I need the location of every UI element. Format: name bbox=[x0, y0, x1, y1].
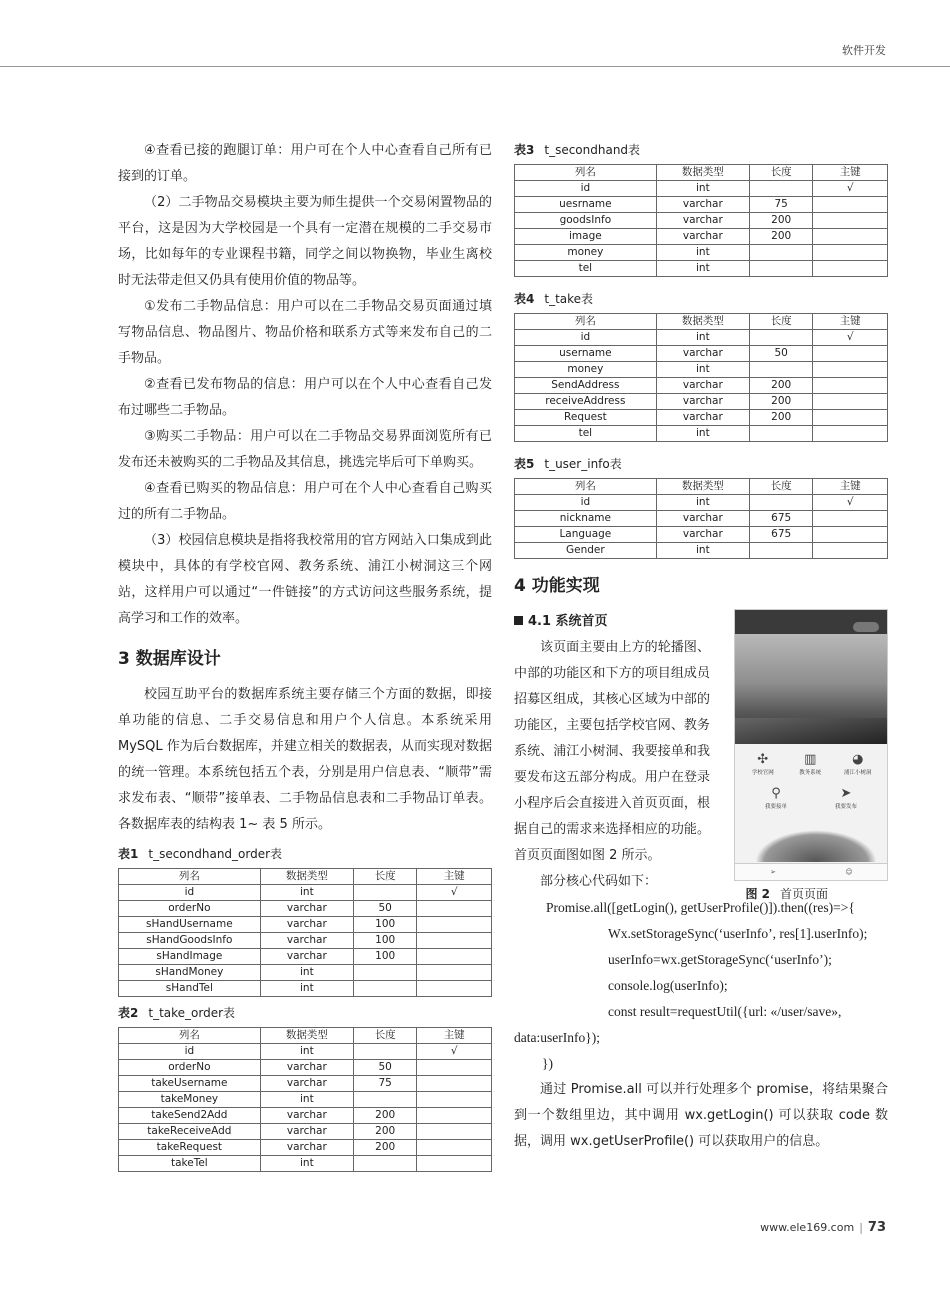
table-row bbox=[515, 394, 888, 410]
table-row bbox=[515, 362, 888, 378]
table-caption: 表2 t_take_order表 bbox=[118, 1006, 236, 1020]
table-cell: int bbox=[656, 245, 749, 261]
table-cell bbox=[813, 245, 888, 261]
code-line: const result=requestUtil({url: «/user/save», bbox=[608, 1004, 842, 1019]
table-cell: int bbox=[656, 495, 749, 511]
table-cell bbox=[749, 426, 812, 442]
table-cell: id bbox=[119, 885, 261, 901]
table-cell bbox=[353, 1156, 416, 1172]
table-row bbox=[119, 901, 492, 917]
table-cell: 100 bbox=[353, 933, 416, 949]
code-line: Wx.setStorageSync(‘userInfo’, res[1].userInfo); bbox=[608, 926, 868, 941]
table-cell bbox=[813, 197, 888, 213]
table-cell bbox=[813, 229, 888, 245]
recruit-banner-image bbox=[755, 830, 877, 862]
paragraph: ③购买二手物品：用户可以在二手物品交易界面浏览所有已发布还未被购买的二手物品及其信息，挑选完毕后可下单购买。 bbox=[118, 429, 492, 470]
column-header: 数据类型 bbox=[656, 479, 749, 495]
paragraph: ①发布二手物品信息：用户可以在二手物品交易页面通过填写物品信息、物品图片、物品价格和联系方式等来发布自己的二手物品。 bbox=[118, 299, 492, 366]
paragraph: 该页面主要由上方的轮播图、中部的功能区和下方的项目组成员招募区组成，其核心区域为中部的功能区，主要包括学校官网、教务系统、浦江小树洞、我要接单和我要发布这五部分构成。用户在登录小程序后会直接进入首页页面，根据自己的需求来选择相应的功能。首页页面图如图 2 所示。 bbox=[514, 640, 710, 863]
table-cell bbox=[417, 1140, 492, 1156]
table-cell bbox=[417, 1076, 492, 1092]
table-row bbox=[515, 346, 888, 362]
table-cell: int bbox=[260, 1044, 353, 1060]
column-header: 主键 bbox=[813, 479, 888, 495]
function-item: ⚲ 我要接单 bbox=[741, 786, 811, 810]
table-cell: 100 bbox=[353, 917, 416, 933]
table-cell: uesrname bbox=[515, 197, 657, 213]
code-line: Promise.all([getLogin(), getUserProfile()]).then((res)=>{ bbox=[546, 900, 855, 915]
header-rule bbox=[0, 66, 950, 67]
table-cell: 200 bbox=[749, 394, 812, 410]
table-row bbox=[515, 245, 888, 261]
table-row bbox=[119, 885, 492, 901]
table-cell: varchar bbox=[656, 527, 749, 543]
table-cell bbox=[417, 933, 492, 949]
table-cell: money bbox=[515, 245, 657, 261]
table-header-row bbox=[119, 1028, 492, 1044]
table-header-row bbox=[515, 314, 888, 330]
table-cell: sHandMoney bbox=[119, 965, 261, 981]
table-cell: orderNo bbox=[119, 901, 261, 917]
column-header: 长度 bbox=[353, 869, 416, 885]
page-number: 73 bbox=[867, 1220, 886, 1235]
home-tab-icon: ➢ bbox=[770, 868, 776, 876]
data-table bbox=[514, 313, 888, 442]
code-line: }) bbox=[542, 1056, 553, 1071]
table-cell bbox=[813, 261, 888, 277]
table-row bbox=[119, 1108, 492, 1124]
paragraph: 通过 Promise.all 可以并行处理多个 promise，将结果聚合到一个数组里边，其中调用 wx.getLogin() 可以获取 code 数据，调用 wx.getUserProfile() 可以获取用户的信息。 bbox=[514, 1082, 888, 1149]
column-header: 主键 bbox=[813, 165, 888, 181]
left-column bbox=[118, 138, 492, 1172]
section-title: 4 功能实现 bbox=[514, 576, 600, 596]
table-cell: 200 bbox=[749, 378, 812, 394]
table-cell bbox=[417, 1124, 492, 1140]
paragraph: ④查看已购买的物品信息：用户可在个人中心查看自己购买过的所有二手物品。 bbox=[118, 481, 492, 522]
table-row bbox=[515, 527, 888, 543]
table-cell bbox=[417, 1092, 492, 1108]
page-footer: www.ele169.com | 73 bbox=[760, 1220, 886, 1235]
column-header: 列名 bbox=[515, 314, 657, 330]
table-row bbox=[119, 1124, 492, 1140]
column-header: 长度 bbox=[353, 1028, 416, 1044]
data-table bbox=[514, 164, 888, 277]
table-cell: Gender bbox=[515, 543, 657, 559]
table-cell bbox=[749, 543, 812, 559]
table-cell: varchar bbox=[656, 378, 749, 394]
table-cell: √ bbox=[813, 495, 888, 511]
table-row bbox=[515, 378, 888, 394]
table-cell: nickname bbox=[515, 511, 657, 527]
subsection-title: 4.1 系统首页 bbox=[514, 609, 710, 635]
table-cell bbox=[417, 1156, 492, 1172]
table-row bbox=[515, 543, 888, 559]
table-cell bbox=[417, 1060, 492, 1076]
figure-caption: 图 2 首页页面 bbox=[745, 887, 828, 901]
table-cell: image bbox=[515, 229, 657, 245]
table-cell: varchar bbox=[260, 1060, 353, 1076]
table-header-row bbox=[119, 869, 492, 885]
column-header: 长度 bbox=[749, 165, 812, 181]
table-cell: 200 bbox=[353, 1124, 416, 1140]
table-cell: id bbox=[515, 181, 657, 197]
table-row bbox=[119, 1156, 492, 1172]
table-cell: varchar bbox=[260, 1108, 353, 1124]
column-header: 列名 bbox=[119, 869, 261, 885]
table-cell: receiveAddress bbox=[515, 394, 657, 410]
table-row bbox=[119, 981, 492, 997]
table-cell: takeMoney bbox=[119, 1092, 261, 1108]
paragraph: ②查看已发布物品的信息：用户可以在个人中心查看自己发布过哪些二手物品。 bbox=[118, 377, 492, 418]
column-header: 主键 bbox=[813, 314, 888, 330]
section-title: 3 数据库设计 bbox=[118, 649, 221, 669]
table-cell: 200 bbox=[749, 229, 812, 245]
table-cell bbox=[749, 261, 812, 277]
table-row bbox=[119, 1044, 492, 1060]
code-line: console.log(userInfo); bbox=[608, 978, 728, 993]
table-cell: sHandImage bbox=[119, 949, 261, 965]
running-header: 软件开发 bbox=[842, 44, 886, 57]
code-line: data:userInfo}); bbox=[514, 1030, 600, 1045]
table-row bbox=[119, 933, 492, 949]
table-cell bbox=[417, 917, 492, 933]
table-cell: int bbox=[656, 261, 749, 277]
table-cell: username bbox=[515, 346, 657, 362]
table-cell: sHandUsername bbox=[119, 917, 261, 933]
data-table bbox=[118, 1027, 492, 1172]
table-cell bbox=[813, 394, 888, 410]
table-cell: int bbox=[656, 426, 749, 442]
tab-bar bbox=[735, 863, 887, 880]
table-cell bbox=[353, 885, 416, 901]
capsule-menu-icon bbox=[853, 622, 879, 632]
table-cell: goodsInfo bbox=[515, 213, 657, 229]
column-header: 列名 bbox=[119, 1028, 261, 1044]
column-header: 主键 bbox=[417, 869, 492, 885]
table-cell: √ bbox=[417, 1044, 492, 1060]
table-cell: Request bbox=[515, 410, 657, 426]
table-cell: tel bbox=[515, 426, 657, 442]
table-cell: money bbox=[515, 362, 657, 378]
table-cell bbox=[813, 362, 888, 378]
code-line: userInfo=wx.getStorageSync(‘userInfo’); bbox=[608, 952, 832, 967]
bicycle-icon: ⚲ bbox=[771, 786, 781, 801]
table-cell: id bbox=[515, 330, 657, 346]
table-cell: int bbox=[260, 981, 353, 997]
table-cell: varchar bbox=[656, 197, 749, 213]
table-row bbox=[119, 1076, 492, 1092]
table-cell: 50 bbox=[353, 1060, 416, 1076]
table-cell bbox=[417, 981, 492, 997]
book-icon: ▥ bbox=[804, 752, 817, 767]
right-column bbox=[514, 142, 888, 1155]
table-row bbox=[119, 965, 492, 981]
table-cell: Language bbox=[515, 527, 657, 543]
table-cell: takeRequest bbox=[119, 1140, 261, 1156]
paragraph: 部分核心代码如下： bbox=[540, 874, 658, 889]
homepage-screenshot bbox=[734, 609, 888, 881]
table-cell: varchar bbox=[260, 917, 353, 933]
table-caption: 表5 t_user_info表 bbox=[514, 457, 622, 471]
table-cell bbox=[749, 330, 812, 346]
table-row bbox=[515, 229, 888, 245]
table-cell: varchar bbox=[260, 901, 353, 917]
table-cell: int bbox=[656, 181, 749, 197]
table-cell bbox=[417, 901, 492, 917]
column-header: 长度 bbox=[749, 314, 812, 330]
table-cell: 100 bbox=[353, 949, 416, 965]
table-row bbox=[515, 511, 888, 527]
table-row bbox=[515, 261, 888, 277]
carousel-image bbox=[735, 634, 887, 744]
column-header: 数据类型 bbox=[656, 314, 749, 330]
column-header: 数据类型 bbox=[260, 1028, 353, 1044]
function-item: ◕ 浦江小树洞 bbox=[834, 752, 882, 776]
table-cell: sHandGoodsInfo bbox=[119, 933, 261, 949]
table-row bbox=[515, 181, 888, 197]
table-cell: 200 bbox=[353, 1140, 416, 1156]
table-cell: √ bbox=[813, 330, 888, 346]
column-header: 数据类型 bbox=[260, 869, 353, 885]
table-cell: 200 bbox=[353, 1108, 416, 1124]
table-row bbox=[515, 197, 888, 213]
function-item: ▥ 教务系统 bbox=[787, 752, 835, 776]
square-bullet-icon bbox=[514, 616, 523, 625]
paragraph: （2）二手物品交易模块主要为师生提供一个交易闲置物品的平台，这是因为大学校园是一个具有一定潜在规模的二手交易市场，比如每年的专业课程书籍，同学之间以物换物，毕业生离校时无法带走但又仍具有使用价值的物品等。 bbox=[118, 195, 492, 288]
table-cell: varchar bbox=[656, 229, 749, 245]
paragraph: （3）校园信息模块是指将我校常用的官方网站入口集成到此模块中，具体的有学校官网、教务系统、浦江小树洞这三个网站，这样用户可以通过“一件链接”的方式访问这些服务系统，提高学习和工作的效率。 bbox=[118, 533, 492, 626]
table-row bbox=[119, 949, 492, 965]
table-cell: tel bbox=[515, 261, 657, 277]
table-cell: 50 bbox=[353, 901, 416, 917]
table-cell: 75 bbox=[749, 197, 812, 213]
paragraph: ④查看已接的跑腿订单：用户可在个人中心查看自己所有已接到的订单。 bbox=[118, 143, 492, 184]
table-caption: 表3 t_secondhand表 bbox=[514, 143, 641, 157]
table-cell bbox=[417, 949, 492, 965]
table-cell: id bbox=[515, 495, 657, 511]
pinwheel-icon: ✣ bbox=[757, 752, 769, 767]
table-cell: int bbox=[656, 330, 749, 346]
table-cell: varchar bbox=[260, 1124, 353, 1140]
table-cell bbox=[353, 981, 416, 997]
table-row bbox=[515, 426, 888, 442]
column-header: 列名 bbox=[515, 165, 657, 181]
function-item: ➤ 我要发布 bbox=[811, 786, 881, 810]
site-url: www.ele169.com bbox=[760, 1221, 855, 1234]
table-cell: int bbox=[260, 885, 353, 901]
table-cell: takeSend2Add bbox=[119, 1108, 261, 1124]
table-cell bbox=[813, 213, 888, 229]
table-row bbox=[515, 410, 888, 426]
column-header: 长度 bbox=[749, 479, 812, 495]
table-cell: varchar bbox=[656, 410, 749, 426]
table-cell bbox=[353, 1044, 416, 1060]
table-cell bbox=[749, 245, 812, 261]
column-header: 主键 bbox=[417, 1028, 492, 1044]
table-cell: SendAddress bbox=[515, 378, 657, 394]
table-cell bbox=[417, 1108, 492, 1124]
table-row bbox=[119, 917, 492, 933]
tree-icon: ◕ bbox=[852, 752, 864, 767]
table-cell bbox=[813, 543, 888, 559]
table-cell bbox=[749, 495, 812, 511]
table-cell: id bbox=[119, 1044, 261, 1060]
table-cell: int bbox=[656, 362, 749, 378]
table-cell bbox=[417, 965, 492, 981]
table-cell: varchar bbox=[656, 394, 749, 410]
paper-plane-icon: ➤ bbox=[840, 786, 852, 801]
table-cell bbox=[813, 426, 888, 442]
table-row bbox=[119, 1092, 492, 1108]
table-row bbox=[119, 1060, 492, 1076]
table-cell: 75 bbox=[353, 1076, 416, 1092]
table-cell: √ bbox=[813, 181, 888, 197]
function-item: ✣ 学校官网 bbox=[739, 752, 787, 776]
table-row bbox=[515, 213, 888, 229]
table-cell: varchar bbox=[260, 1140, 353, 1156]
table-cell: int bbox=[260, 1156, 353, 1172]
table-cell: varchar bbox=[656, 213, 749, 229]
table-cell: int bbox=[260, 1092, 353, 1108]
table-cell: varchar bbox=[656, 511, 749, 527]
table-cell: √ bbox=[417, 885, 492, 901]
table-cell bbox=[813, 527, 888, 543]
table-cell: sHandTel bbox=[119, 981, 261, 997]
data-table bbox=[514, 478, 888, 559]
table-cell bbox=[353, 1092, 416, 1108]
table-cell bbox=[749, 181, 812, 197]
table-row bbox=[515, 330, 888, 346]
table-cell: orderNo bbox=[119, 1060, 261, 1076]
table-cell: 200 bbox=[749, 410, 812, 426]
table-cell: takeUsername bbox=[119, 1076, 261, 1092]
table-cell bbox=[813, 378, 888, 394]
table-row bbox=[119, 1140, 492, 1156]
table-cell: 50 bbox=[749, 346, 812, 362]
column-header: 数据类型 bbox=[656, 165, 749, 181]
table-cell: 200 bbox=[749, 213, 812, 229]
table-cell: takeReceiveAdd bbox=[119, 1124, 261, 1140]
table-cell: 675 bbox=[749, 511, 812, 527]
table-cell: varchar bbox=[260, 1076, 353, 1092]
table-row bbox=[515, 495, 888, 511]
table-cell: int bbox=[656, 543, 749, 559]
table-cell bbox=[813, 346, 888, 362]
table-cell bbox=[353, 965, 416, 981]
table-cell: varchar bbox=[260, 933, 353, 949]
table-cell: takeTel bbox=[119, 1156, 261, 1172]
table-cell: 675 bbox=[749, 527, 812, 543]
figure-block bbox=[514, 609, 888, 901]
table-cell: int bbox=[260, 965, 353, 981]
column-header: 列名 bbox=[515, 479, 657, 495]
table-cell bbox=[813, 410, 888, 426]
paragraph: 校园互助平台的数据库系统主要存储三个方面的数据，即接单功能的信息、二手交易信息和用户个人信息。本系统采用 MySQL 作为后台数据库，并建立相关的数据表，从而实现对数据的统一管理。本系统包括五个表，分别是用户信息表、“顺带”需求发布表、“顺带”接单表、二手物品信息表和二手物品订单表。各数据库表的结构表 1~ 表 5 所示。 bbox=[118, 687, 492, 832]
profile-tab-icon: ☺ bbox=[845, 868, 853, 876]
table-cell bbox=[749, 362, 812, 378]
table-header-row bbox=[515, 479, 888, 495]
table-cell bbox=[813, 511, 888, 527]
table-caption: 表1 t_secondhand_order表 bbox=[118, 847, 283, 861]
table-cell: varchar bbox=[260, 949, 353, 965]
table-caption: 表4 t_take表 bbox=[514, 292, 594, 306]
table-cell: varchar bbox=[656, 346, 749, 362]
table-header-row bbox=[515, 165, 888, 181]
data-table bbox=[118, 868, 492, 997]
